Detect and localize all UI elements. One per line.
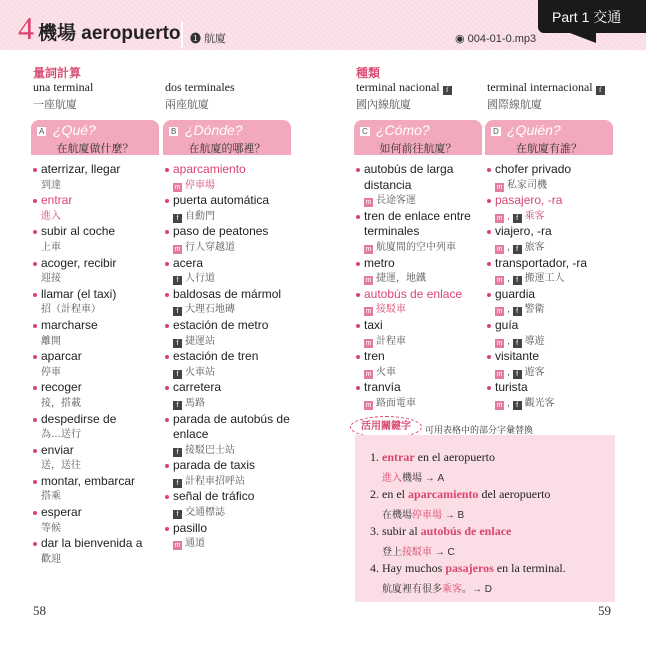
translation: [165, 474, 305, 490]
spanish-word: tren de enlace entre: [356, 209, 496, 225]
list-item: [33, 474, 173, 505]
translation: [487, 334, 627, 350]
spanish-word: montar, embarcar: [33, 474, 173, 490]
translation-text: 行人穿越道: [185, 241, 235, 253]
list-item: [356, 380, 496, 411]
spanish-word: recoger: [33, 380, 173, 396]
question-translation: 在航廈做什麼？: [56, 143, 134, 155]
chapter-subtitle: ❶ 航廈: [190, 33, 227, 45]
list-item: [487, 318, 627, 349]
page-number-left: 58: [33, 603, 46, 618]
translation: [33, 427, 173, 443]
spanish-word: tranvía: [356, 380, 496, 396]
translation: [356, 365, 496, 381]
list-item: [165, 489, 305, 520]
translation: [356, 302, 496, 318]
masculine-tag-icon: m: [365, 199, 372, 207]
example-sentence: [370, 524, 511, 539]
masculine-tag-icon: m: [496, 401, 503, 409]
spanish-word: parada de taxis: [165, 458, 305, 474]
example-sentence: [370, 450, 495, 465]
translation-part: → B: [442, 510, 465, 521]
masculine-tag-icon: m: [496, 277, 503, 285]
section-heading-left: 量詞計算: [33, 66, 82, 80]
list-item: [33, 224, 173, 255]
translation: [487, 209, 627, 225]
translation-text: 交通標誌: [185, 507, 225, 519]
translation-text: 接駁巴士站: [185, 444, 235, 456]
translation: [165, 365, 305, 381]
translation-text: 人行道: [185, 273, 215, 285]
translation-text: 迎接: [41, 273, 61, 285]
page-number-right: 59: [598, 603, 611, 618]
question-box-d: [485, 120, 613, 155]
sentence-part: en la terminal.: [493, 561, 566, 575]
sentence-part: 3. subir al: [370, 524, 421, 538]
term: dos terminales: [165, 80, 235, 94]
translation-text: 警衛: [524, 304, 545, 316]
masculine-tag-icon: m: [365, 308, 372, 316]
list-item: [33, 349, 173, 380]
list-item: [33, 380, 173, 411]
spanish-word: turista: [487, 380, 627, 396]
spanish-word: chofer privado: [487, 162, 627, 178]
translation-text: 自動門: [185, 210, 215, 222]
translation-text: 遊客: [524, 366, 545, 378]
translation: [356, 396, 496, 412]
masculine-tag-icon: m: [496, 339, 503, 347]
spanish-word: distancia: [364, 177, 412, 192]
list-item: [33, 256, 173, 287]
chapter-title: 機場 aeropuerto: [38, 23, 181, 44]
translation-text: 路面電車: [376, 397, 416, 409]
list-item: [33, 193, 173, 224]
translation-text: 捷運站: [185, 335, 215, 347]
translation: [33, 334, 173, 350]
feminine-tag-icon: f: [173, 339, 182, 348]
spanish-word: carretera: [165, 380, 305, 396]
translation: [33, 396, 173, 412]
box-letter: B: [171, 127, 177, 136]
spanish-word: esperar: [33, 505, 173, 521]
sentence-part: aparcamiento: [408, 487, 479, 501]
feminine-tag-icon: f: [513, 307, 522, 316]
translation: [165, 302, 305, 318]
separator: ,: [507, 273, 513, 285]
term: una terminal: [33, 80, 94, 94]
list-item: [165, 193, 305, 224]
translation: [356, 240, 496, 256]
term-text: terminal nacional: [356, 80, 440, 94]
sentence-part: 2. en el: [370, 487, 408, 501]
masculine-tag-icon: m: [174, 542, 181, 550]
translation-text: 馬路: [185, 397, 205, 409]
translation-text: 航廈間的空中列車: [376, 241, 456, 253]
translation-part: 航廈裡有很多: [382, 584, 442, 595]
spanish-word: metro: [356, 256, 496, 272]
question: ¿Cómo?: [376, 122, 430, 138]
separator: ,: [507, 366, 513, 378]
feminine-tag-icon: f: [513, 214, 522, 223]
translation-part: 。→ D: [462, 584, 492, 595]
translation: [33, 240, 173, 256]
translation-text: 導遊: [524, 335, 545, 347]
translation: [165, 334, 305, 350]
feminine-tag-icon: f: [513, 276, 522, 285]
masculine-tag-icon: m: [496, 308, 503, 316]
term-translation: 一座航廈: [33, 99, 77, 111]
translation-text: 私家司機: [507, 179, 547, 191]
sentence-part: pasajeros: [445, 561, 494, 575]
spanish-word: estación de tren: [165, 349, 305, 365]
translation-text: 火車站: [185, 366, 215, 378]
translation-text: 接駁車: [376, 304, 406, 316]
translation: [487, 240, 627, 256]
feminine-tag-icon: f: [173, 401, 182, 410]
translation-text: 通道: [185, 538, 205, 550]
list-item: [33, 536, 173, 567]
translation: [33, 302, 173, 318]
masculine-tag-icon: m: [496, 214, 503, 222]
separator: ,: [507, 304, 513, 316]
spanish-word: puerta automática: [165, 193, 305, 209]
term-translation: 國內線航廈: [356, 99, 411, 111]
part-tab: Part 1 交通: [538, 0, 646, 33]
feminine-tag-icon: f: [513, 339, 522, 348]
masculine-tag-icon: m: [174, 183, 181, 191]
example-translation: [382, 580, 492, 595]
spanish-word: acoger, recibir: [33, 256, 173, 272]
question-translation: 如何前往航廈？: [379, 143, 457, 155]
translation-text: 停車場: [185, 179, 215, 191]
translation-part: 機場 → A: [402, 473, 445, 484]
translation: [33, 271, 173, 287]
list-item: [356, 318, 496, 349]
translation-text: 送，送往: [41, 460, 81, 472]
keyword-note: 可用表格中的部分字彙替換: [425, 425, 534, 435]
translation-text: 歡迎: [41, 553, 61, 565]
question-translation: 在航廈的哪裡？: [188, 143, 266, 155]
masculine-tag-icon: m: [365, 277, 372, 285]
list-item: [33, 443, 173, 474]
spanish-word: enviar: [33, 443, 173, 459]
masculine-tag-icon: m: [496, 245, 503, 253]
translation-text: 到達: [41, 179, 61, 191]
translation-text: 進入: [41, 210, 61, 222]
translation: [356, 271, 496, 287]
list-item: [487, 349, 627, 380]
spanish-word: tren: [356, 349, 496, 365]
sentence-part: en el aeropuerto: [414, 450, 495, 464]
sentence-part: autobús de enlace: [420, 524, 512, 538]
cd-icon: ◉: [455, 33, 468, 45]
spanish-word: viajero, -ra: [487, 224, 627, 240]
translation: [487, 178, 627, 194]
list-item: [33, 412, 173, 443]
question-box-b: [163, 120, 291, 155]
separator: ,: [507, 210, 513, 222]
feminine-tag-icon: f: [173, 510, 182, 519]
translation: [33, 209, 173, 225]
list-item: [487, 287, 627, 318]
spanish-word: pasajero, -ra: [487, 193, 627, 209]
spanish-word: entrar: [33, 193, 173, 209]
spanish-word: autobús de larga: [356, 162, 496, 178]
translation-text: 火車: [376, 366, 396, 378]
translation: [33, 178, 173, 194]
translation-part: → C: [432, 547, 455, 558]
translation-part: 登上: [382, 547, 402, 558]
separator: ,: [507, 241, 513, 253]
sentence-part: 4. Hay muchos: [370, 561, 446, 575]
list-item: [356, 162, 496, 209]
vocab-list-a: [33, 162, 173, 567]
translation: [165, 443, 305, 459]
divider: [181, 22, 183, 48]
spanish-word: autobús de enlace: [356, 287, 496, 303]
translation-text: 旅客: [524, 241, 545, 253]
example-sentence: [370, 561, 566, 576]
audio-track[interactable]: [455, 32, 536, 45]
masculine-tag-icon: m: [365, 370, 372, 378]
list-item: [165, 256, 305, 287]
list-item: [33, 287, 173, 318]
spanish-word: aparcar: [33, 349, 173, 365]
list-item: [33, 505, 173, 536]
translation-text: 計程車招呼站: [185, 475, 245, 487]
translation-text: 觀光客: [524, 397, 555, 409]
spanish-word: señal de tráfico: [165, 489, 305, 505]
translation: [165, 271, 305, 287]
spanish-word: terminales: [364, 224, 420, 239]
translation: [33, 552, 173, 568]
spanish-word: acera: [165, 256, 305, 272]
translation: [165, 178, 305, 194]
sentence-part: entrar: [382, 450, 415, 464]
list-item: [165, 162, 305, 193]
feminine-tag-icon: f: [173, 276, 182, 285]
list-item: [165, 224, 305, 255]
list-item: [33, 318, 173, 349]
translation: [487, 271, 627, 287]
list-item: [165, 318, 305, 349]
translation-part: 接駁車: [402, 547, 432, 558]
list-item: [165, 380, 305, 411]
question-box-a: [31, 120, 159, 155]
masculine-tag-icon: m: [496, 370, 503, 378]
example-translation: [382, 543, 455, 558]
translation-text: 招（計程車）: [41, 304, 101, 316]
list-item: [356, 287, 496, 318]
translation: [165, 505, 305, 521]
translation-text: 大理石地磚: [185, 304, 235, 316]
question-translation: 在航廈有誰？: [516, 143, 582, 155]
translation-part: 停車場: [412, 510, 442, 521]
list-item: [165, 521, 305, 552]
separator: ,: [507, 335, 513, 347]
translation: [33, 521, 173, 537]
term: [356, 80, 455, 95]
translation-text: 停車: [41, 366, 61, 378]
list-item: [356, 209, 496, 256]
translation-part: 在機場: [382, 510, 412, 521]
sentence-part: 1.: [370, 450, 382, 464]
feminine-tag-icon: f: [173, 448, 182, 457]
box-letter: A: [39, 127, 45, 136]
translation-text: 為…送行: [41, 429, 81, 441]
question-box-c: [354, 120, 482, 155]
masculine-tag-icon: m: [365, 401, 372, 409]
term-text: terminal internacional: [487, 80, 593, 94]
masculine-tag-icon: m: [496, 183, 503, 191]
translation: [33, 489, 173, 505]
spanish-word: pasillo: [165, 521, 305, 537]
masculine-tag-icon: m: [174, 245, 181, 253]
list-item: [487, 224, 627, 255]
spanish-word: guía: [487, 318, 627, 334]
translation: [487, 365, 627, 381]
translation-text: 上車: [41, 241, 61, 253]
list-item: [487, 162, 627, 193]
translation: [33, 365, 173, 381]
term: [487, 80, 608, 95]
box-letter: D: [493, 127, 499, 136]
translation: [487, 302, 627, 318]
feminine-tag-icon: f: [513, 401, 522, 410]
translation-text: 搭乘: [41, 491, 61, 503]
translation: [487, 396, 627, 412]
example-sentence: [370, 487, 550, 502]
term-translation: 兩座航廈: [165, 99, 209, 111]
feminine-tag-icon: f: [443, 86, 452, 95]
spanish-word: subir al coche: [33, 224, 173, 240]
vocab-list-b: [165, 162, 305, 552]
translation: [356, 334, 496, 350]
translation: [33, 458, 173, 474]
feminine-tag-icon: f: [173, 479, 182, 488]
feminine-tag-icon: f: [596, 86, 605, 95]
translation-text: 捷運，地鐵: [376, 273, 426, 285]
spanish-word: marcharse: [33, 318, 173, 334]
sentence-part: del aeropuerto: [478, 487, 551, 501]
list-item: [165, 287, 305, 318]
spanish-word: parada de autobús de: [165, 412, 305, 428]
list-item: [487, 256, 627, 287]
feminine-tag-icon: f: [513, 370, 522, 379]
translation-part: 乘客: [442, 584, 462, 595]
box-letter: C: [362, 127, 368, 136]
spanish-word: visitante: [487, 349, 627, 365]
keyword-badge: 活用關鍵字: [350, 416, 422, 438]
spanish-word: despedirse de: [33, 412, 173, 428]
translation-text: 接，搭載: [41, 397, 81, 409]
spanish-word: taxi: [356, 318, 496, 334]
list-item: [356, 349, 496, 380]
term-translation: 國際線航廈: [487, 99, 542, 111]
translation-text: 離開: [41, 335, 61, 347]
list-item: [33, 162, 173, 193]
masculine-tag-icon: m: [365, 339, 372, 347]
list-item: [487, 380, 627, 411]
spanish-word: estación de metro: [165, 318, 305, 334]
question: ¿Quién?: [507, 122, 561, 138]
translation: [165, 536, 305, 552]
example-translation: [382, 469, 444, 484]
spanish-word: aterrizar, llegar: [33, 162, 173, 178]
feminine-tag-icon: f: [513, 245, 522, 254]
translation: [165, 396, 305, 412]
translation-part: 進入: [382, 473, 402, 484]
list-item: [487, 193, 627, 224]
translation: [356, 193, 496, 209]
masculine-tag-icon: m: [365, 245, 372, 253]
feminine-tag-icon: f: [173, 214, 182, 223]
spanish-word: aparcamiento: [165, 162, 305, 178]
translation-text: 長途客運: [376, 195, 416, 207]
spanish-word: llamar (el taxi): [33, 287, 173, 303]
question: ¿Dónde?: [185, 122, 243, 138]
vocab-list-d: [487, 162, 627, 412]
question: ¿Qué?: [53, 122, 96, 138]
list-item: [165, 412, 305, 459]
feminine-tag-icon: f: [173, 370, 182, 379]
translation: [165, 240, 305, 256]
list-item: [165, 458, 305, 489]
audio-filename: 004-01-0.mp3: [467, 33, 537, 45]
vocab-list-c: [356, 162, 496, 412]
spanish-word: dar la bienvenida a: [33, 536, 173, 552]
translation-text: 計程車: [376, 335, 406, 347]
list-item: [356, 256, 496, 287]
spanish-word: guardia: [487, 287, 627, 303]
spanish-word: enlace: [173, 427, 209, 442]
chapter-number: 4: [18, 10, 34, 46]
translation-text: 等候: [41, 522, 61, 534]
example-translation: [382, 506, 464, 521]
separator: ,: [507, 397, 513, 409]
list-item: [165, 349, 305, 380]
spanish-word: baldosas de mármol: [165, 287, 305, 303]
spanish-word: paso de peatones: [165, 224, 305, 240]
translation-text: 乘客: [524, 210, 545, 222]
translation-text: 搬運工人: [524, 273, 565, 285]
feminine-tag-icon: f: [173, 307, 182, 316]
section-heading-right: 種類: [356, 66, 381, 80]
translation: [165, 209, 305, 225]
spanish-word: transportador, -ra: [487, 256, 627, 272]
